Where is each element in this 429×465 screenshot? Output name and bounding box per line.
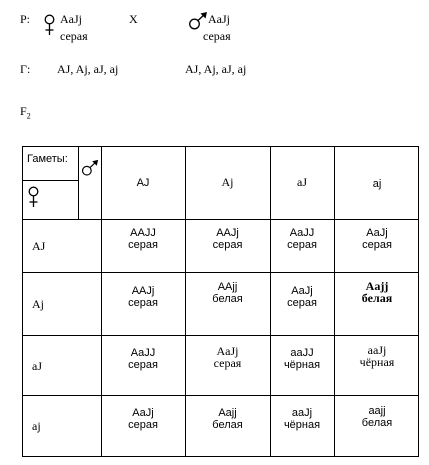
row-header: aj (32, 419, 41, 433)
offspring-cell: AaJJ серая (287, 227, 317, 251)
punnett-square (22, 146, 419, 457)
offspring-cell: AaJj серая (213, 344, 242, 370)
row-header: AJ (32, 239, 46, 253)
g-label: Г: (20, 62, 31, 76)
col-header: AJ (136, 177, 150, 189)
female-gametes: AJ, Aj, aJ, aj (57, 62, 119, 76)
offspring-cell: AAJj серая (128, 285, 158, 309)
offspring-cell: AaJj серая (287, 285, 317, 309)
male-gametes: AJ, Aj, aJ, aj (185, 62, 247, 76)
col-header: aj (372, 178, 382, 190)
offspring-cell: AAjj белая (212, 281, 243, 305)
col-header: aJ (297, 175, 307, 189)
offspring-cell: AAJJ серая (128, 227, 158, 251)
offspring-cell: aaJj чёрная (283, 407, 321, 431)
offspring-cell: aaJj чёрная (359, 343, 395, 369)
row-header: Aj (32, 297, 44, 311)
corner-label: Гаметы: (27, 153, 68, 165)
offspring-cell: Aajj белая (361, 279, 393, 305)
offspring-cell: AaJJ серая (128, 347, 158, 371)
offspring-cell: AaJj серая (128, 407, 158, 431)
offspring-cell: AAJj серая (212, 227, 243, 251)
male-phenotype: серая (203, 29, 231, 43)
col-header: Aj (221, 175, 234, 189)
row-header: aJ (32, 359, 42, 373)
f2-label: $F_2$ (20, 104, 31, 121)
offspring-cell: Aajj белая (212, 407, 243, 431)
male-symbol-icon (81, 159, 99, 182)
p-label: P: (20, 12, 31, 26)
offspring-cell: aaJJ чёрная (283, 347, 321, 371)
female-symbol-icon (28, 186, 39, 213)
male-genotype: AaJj (208, 12, 230, 26)
female-phenotype: серая (60, 29, 88, 43)
female-genotype: AaJj (60, 12, 82, 26)
offspring-cell: AaJj серая (362, 227, 392, 251)
offspring-cell: aajj белая (361, 405, 393, 429)
female-symbol-icon (44, 14, 55, 41)
cross-sign: X (129, 12, 138, 26)
